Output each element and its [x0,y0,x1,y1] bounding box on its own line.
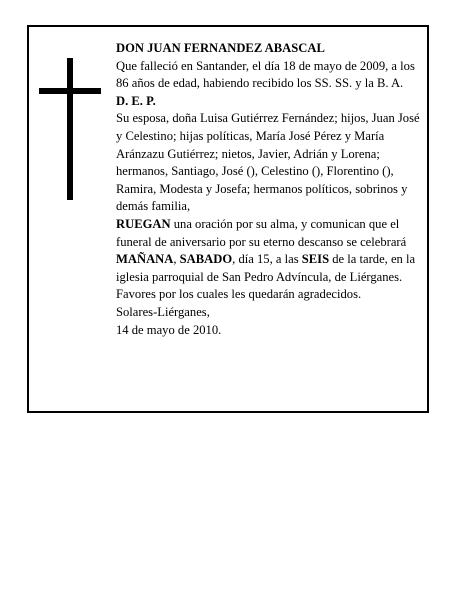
seis-word: SEIS [301,252,330,267]
funeral-request [116,216,424,304]
request-text-1: una oración por su alma, y comunican que el funeral de aniversario por su eterno descanso se celebrará [116,216,407,249]
request-text-2: , día 15, a las [232,252,302,267]
family-list: Su esposa, doña Luisa Gutiérrez Fernández; hijos, Juan José y Celestino; hijas políticas, María José Pérez y María Aránzazu Gutiérrez; nietos, Javier, Adrián y Lorena; hermanos, Santiago, José (), Celestino (), Florentino (), Ramira, Modesta y Josefa; hermanos políticos, sobrinos y demás familia, [116,111,420,214]
obituary-text [116,40,424,339]
cross-horizontal-bar [39,88,101,94]
cross-vertical-bar [67,58,73,200]
request-comma: , [173,252,180,267]
rest-in-peace: D. E. P. [116,93,156,108]
cross-icon [39,58,101,200]
date-line: 14 de mayo de 2010. [116,322,222,337]
place-line: Solares-Liérganes, [116,304,210,319]
deceased-name: DON JUAN FERNANDEZ ABASCAL [116,41,325,55]
obituary-frame [27,25,429,413]
manana-word: MAÑANA [116,252,174,267]
request-text-3: de la tarde, en la iglesia parroquial de San Pedro Advíncula, de Liérganes. Favores por los cuales les quedarán agradecidos. [116,252,416,302]
sabado-word: SABADO [179,252,233,267]
death-notice: Que falleció en Santander, el día 18 de mayo de 2009, a los 86 años de edad, habiendo recibido los SS. SS. y la B. A. [116,58,415,91]
ruegan-word: RUEGAN [116,216,171,231]
